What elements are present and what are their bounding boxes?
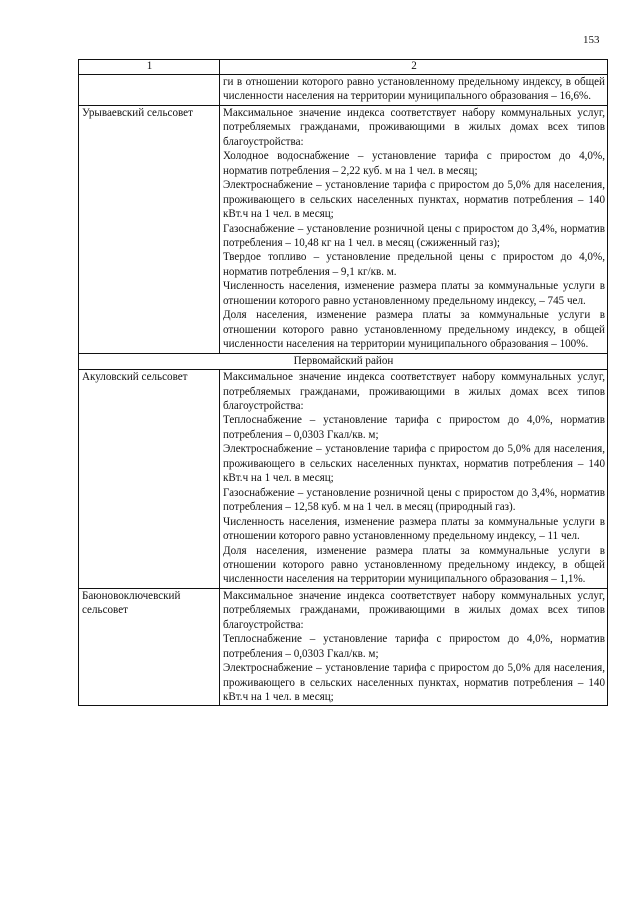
table-body	[79, 75, 608, 706]
region-title: Первомайский район	[79, 353, 608, 369]
description-paragraph: Максимальное значение индекса соответствует набору коммунальных услуг, потребляемых гражданами, проживающими в жилых домах всех типов благоустройства:	[223, 106, 605, 148]
column-header-1: 1	[79, 60, 220, 75]
municipality-description	[220, 75, 608, 106]
description-paragraph: Холодное водоснабжение – установление тарифа с приростом до 4,0%, норматив потребления – 2,22 куб. м на 1 чел. в месяц;	[223, 150, 605, 177]
description-paragraph: Численность населения, изменение размера платы за коммунальные услуги в отношении которого равно установленному предельному индексу, – 11 чел.	[223, 515, 605, 543]
description-paragraph: Максимальное значение индекса соответствует набору коммунальных услуг, потребляемых гражданами, проживающими в жилых домах всех типов благоустройства:	[223, 371, 605, 412]
description-paragraph: Электроснабжение – установление тарифа с приростом до 5,0% для населения, проживающего в сельских населенных пунктах, норматив потребления – 140 кВт.ч на 1 чел. в месяц;	[223, 662, 605, 704]
description-paragraph: Максимальное значение индекса соответствует набору коммунальных услуг, потребляемых гражданами, проживающими в жилых домах всех типов благоустройства:	[223, 589, 605, 631]
page-number: 153	[583, 34, 600, 46]
description-paragraph: Теплоснабжение – установление тарифа с приростом до 4,0%, норматив потребления – 0,0303 Гкал/кв. м;	[223, 633, 605, 660]
description-paragraph: ги в отношении которого равно установленному предельному индексу, в общей численности населения на территории муниципального образования – 16,6%.	[223, 76, 605, 103]
table-row	[79, 105, 608, 353]
description-paragraph: Электроснабжение – установление тарифа с приростом до 5,0% для населения, проживающего в сельских населенных пунктах, норматив потребления – 140 кВт.ч на 1 чел. в месяц;	[223, 179, 605, 221]
description-paragraph: Доля населения, изменение размера платы за коммунальные услуги в отношении которого равно установленному предельному индексу, в общей численности населения на территории муниципального образования – 100%.	[223, 309, 605, 351]
municipality-name	[79, 75, 220, 106]
municipality-description	[220, 105, 608, 353]
table-row	[79, 370, 608, 589]
description-paragraph: Электроснабжение – установление тарифа с приростом до 5,0% для населения, проживающего в сельских населенных пунктах, норматив потребления – 140 кВт.ч на 1 чел. в месяц;	[223, 443, 605, 485]
municipality-description	[220, 588, 608, 706]
municipality-description	[220, 370, 608, 589]
description-paragraph: Численность населения, изменение размера платы за коммунальные услуги в отношении которого равно установленному предельному индексу, – 745 чел.	[223, 280, 605, 307]
municipality-name: Акуловский сельсовет	[79, 370, 220, 589]
table-row	[79, 75, 608, 106]
municipalities-table	[78, 59, 608, 706]
table-row	[79, 588, 608, 706]
region-row	[79, 353, 608, 369]
municipality-name: Урываевский сельсовет	[79, 105, 220, 353]
table-header-row	[79, 60, 608, 75]
municipality-name: Баюновоключевский сельсовет	[79, 588, 220, 706]
description-paragraph: Доля населения, изменение размера платы за коммунальные услуги в отношении которого равно установленному предельному индексу, в общей численности населения на территории муниципального образования – 1,1%.	[223, 544, 605, 586]
column-header-2: 2	[220, 60, 608, 75]
description-paragraph: Твердое топливо – установление предельной цены с приростом до 4,0%, норматив потребления – 9,1 кг/кв. м.	[223, 251, 605, 278]
description-paragraph: Газоснабжение – установление розничной цены с приростом до 3,4%, норматив потребления – 10,48 кг на 1 чел. в месяц (сжиженный газ);	[223, 222, 605, 249]
description-paragraph: Газоснабжение – установление розничной цены с приростом до 3,4%, норматив потребления – 12,58 куб. м на 1 чел. в месяц (природный газ).	[223, 486, 605, 514]
description-paragraph: Теплоснабжение – установление тарифа с приростом до 4,0%, норматив потребления – 0,0303 Гкал/кв. м;	[223, 414, 605, 441]
